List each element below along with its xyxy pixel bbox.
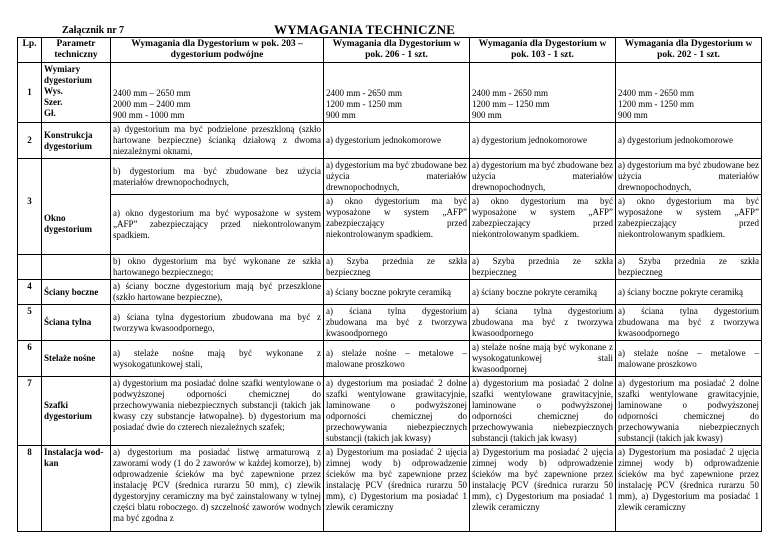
cell-202: a) Dygestorium ma posiadać 2 ujęcia zimnej wody b) odprowadzenie ścieków ma być zapewnione przez instalację PCV (średnica rurarzu 50 mm), a) Dygestorium ma posiadać 1 zlewik ceramiczny: [616, 446, 762, 532]
cell-103: a) ściana tylna dygestorium zbudowana ma być z tworzywa kwasoodpornego: [470, 305, 616, 341]
cell-206: a) dygestorium ma być zbudowane bez użycia materiałów drewnopochodnych,: [324, 159, 470, 195]
cell-202: a) Szyba przednia ze szkła bezpieczneg: [616, 255, 762, 280]
cell-206: a) ściany boczne pokryte ceramiką: [324, 280, 470, 305]
cell-202: a) dygestorium ma być zbudowane bez użycia materiałów drewnopochodnych,: [616, 159, 762, 195]
cell-203: a) dygestorium ma posiadać dolne szafki wentylowane o podwyższonej odporności chemicznej do przechowywania niebezpiecznych substancji (takich jak kwasy czy substancje łatwopalne). b) dygestorium ma posiadać dwie do czterech niezależnych szafek;: [111, 377, 324, 446]
cell-206: a) stelaże nośne – metalowe – malowane proszkowo: [324, 341, 470, 377]
cell-202: a) stelaże nośne – metalowe – malowane proszkowo: [616, 341, 762, 377]
col-param: Parametr techniczny: [42, 38, 111, 63]
table-row: [18, 446, 762, 532]
cell-103: a) dygestorium ma być zbudowane bez użycia materiałów drewnopochodnych,: [470, 159, 616, 195]
table-row: [18, 305, 762, 341]
table-row: [18, 159, 762, 195]
table-row: [18, 280, 762, 305]
attachment-label: Załącznik nr 7: [62, 25, 125, 36]
col-202: Wymagania dla Dygestorium w pok. 202 - 1 szt.: [616, 38, 762, 63]
table-row: [18, 195, 762, 255]
cell-103: a) dygestorium jednokomorowe: [470, 123, 616, 159]
row-number: 4: [18, 280, 42, 305]
requirements-table: [17, 37, 762, 532]
table-row: [18, 63, 762, 123]
table-row: [18, 341, 762, 377]
param-window: Okno dygestorium: [42, 195, 111, 255]
cell-203: a) ściana tylna dygestorium zbudowana ma być z tworzywa kwasoodpornego,: [111, 305, 324, 341]
cell-203: a) ściany boczne dygestorium mają być przeszklone (szkło hartowane bezpieczne),: [111, 280, 324, 305]
cell-206: a) okno dygestorium ma być wyposażone w system „AFP” zabezpieczający przed niekontrolowanym spadkiem.: [324, 195, 470, 255]
param-side-walls: Ściany boczne: [42, 280, 111, 305]
cell-203: b) okno dygestorium ma być wykonane ze szkła hartowanego bezpiecznego;: [111, 255, 324, 280]
param-frames: Stelaże nośne: [42, 341, 111, 377]
table-header-row: [18, 38, 762, 63]
cell-103: a) ściany boczne pokryte ceramiką: [470, 280, 616, 305]
col-203: Wymagania dla Dygestorium w pok. 203 – dygestorium podwójne: [111, 38, 324, 63]
param-cabinets: Szafki dygestorium: [42, 377, 111, 446]
param-dimensions: Wymiary dygestorium Wys. Szer. Gł.: [42, 63, 111, 123]
table-row: [18, 123, 762, 159]
row-number: 8: [18, 446, 42, 532]
cell-203: a) dygestorium ma posiadać listwę armaturową z zaworami wody (1 do 2 zaworów w każdej komorze), b) odprowadzenie ścieków ma być zapewnione przez instalację PCV (średnica rurarzu 50 mm), c) zlewik dygestoryjny ceramiczny ma być zainstalowany w tylnej części blatu roboczego. d) szczelność zaworów wodnych ma być zgodna z: [111, 446, 324, 532]
cell-202: a) ściany boczne pokryte ceramiką: [616, 280, 762, 305]
row-number: 2: [18, 123, 42, 159]
param-plumbing: Instalacja wod-kan: [42, 446, 111, 532]
cell-103: a) okno dygestorium ma być wyposażone w system „AFP” zabezpieczający przed niekontrolowanym spadkiem.: [470, 195, 616, 255]
row-number: 6: [18, 341, 42, 377]
col-lp: Lp.: [18, 38, 42, 63]
col-206: Wymagania dla Dygestorium w pok. 206 - 1 szt.: [324, 38, 470, 63]
param-construction: Konstrukcja dygestorium: [42, 123, 111, 159]
page-title: WYMAGANIA TECHNICZNE: [274, 22, 456, 37]
cell-103: a) dygestorium ma posiadać 2 dolne szafki wentylowane grawitacyjnie, laminowane o podwyższonej odporności chemicznej do przechowywania niebezpiecznych substancji (takich jak kwasy): [470, 377, 616, 446]
table-row: [18, 255, 762, 280]
cell-103: a) Szyba przednia ze szkła bezpieczneg: [470, 255, 616, 280]
row-number: 5: [18, 305, 42, 341]
cell-203: a) okno dygestorium ma być wyposażone w system „AFP” zabezpieczający przed niekontrolowanym spadkiem.: [111, 195, 324, 255]
table-row: [18, 377, 762, 446]
cell-206: a) Dygestorium ma posiadać 2 ujęcia zimnej wody b) odprowadzenie ścieków ma być zapewnione przez instalację PCV (średnica rurarzu 50 mm), c) Dygestorium ma posiadać 1 zlewik ceramiczny: [324, 446, 470, 532]
cell-202: 2400 mm - 2650 mm 1200 mm - 1250 mm 900 mm: [616, 63, 762, 123]
cell-203: a) stelaże nośne mają być wykonane z wysokogatunkowej stali,: [111, 341, 324, 377]
row-number: 1: [18, 63, 42, 123]
cell-206: a) dygestorium ma posiadać 2 dolne szafki wentylowane grawitacyjnie, laminowane o podwyższonej odporności chemicznej do przechowywania niebezpiecznych substancji (takich jak kwasy): [324, 377, 470, 446]
cell-103: a) Dygestorium ma posiadać 2 ujęcia zimnej wody b) odprowadzenie ścieków ma być zapewnione przez instalację PCV (średnica rurarzu 50 mm), c) Dygestorium ma posiadać 1 zlewik ceramiczny: [470, 446, 616, 532]
col-103: Wymagania dla Dygestorium w pok. 103 - 1 szt.: [470, 38, 616, 63]
cell-202: a) okno dygestorium ma być wyposażone w system „AFP” zabezpieczający przed niekontrolowanym spadkiem.: [616, 195, 762, 255]
cell-206: a) dygestorium jednokomorowe: [324, 123, 470, 159]
cell-203: b) dygestorium ma być zbudowane bez użycia materiałów drewnopochodnych,: [111, 159, 324, 195]
cell-203: a) dygestorium ma być podzielone przeszkloną (szkło hartowane bezpieczne) ścianką działową z dwoma niezależnymi oknami,: [111, 123, 324, 159]
row-number: 3: [18, 195, 42, 255]
cell-202: a) ściana tylna dygestorium zbudowana ma być z tworzywa kwasoodpornego: [616, 305, 762, 341]
cell-206: a) Szyba przednia ze szkła bezpieczneg: [324, 255, 470, 280]
cell-206: 2400 mm - 2650 mm 1200 mm - 1250 mm 900 mm: [324, 63, 470, 123]
cell-202: a) dygestorium jednokomorowe: [616, 123, 762, 159]
cell-103: 2400 mm - 2650 mm 1200 mm – 1250 mm 900 mm: [470, 63, 616, 123]
cell-203: 2400 mm – 2650 mm 2000 mm – 2400 mm 900 mm - 1000 mm: [111, 63, 324, 123]
cell-206: a) ściana tylna dygestorium zbudowana ma być z tworzywa kwasoodpornego: [324, 305, 470, 341]
cell-103: a) stelaże nośne mają być wykonane z wysokogatunkowej stali kwasoodpornej: [470, 341, 616, 377]
cell-202: a) dygestorium ma posiadać 2 dolne szafki wentylowane grawitacyjnie, laminowane o podwyższonej odporności chemicznej do przechowywania niebezpiecznych substancji (takich jak kwasy): [616, 377, 762, 446]
row-number: 7: [18, 377, 42, 446]
param-back-wall: Ściana tylna: [42, 305, 111, 341]
